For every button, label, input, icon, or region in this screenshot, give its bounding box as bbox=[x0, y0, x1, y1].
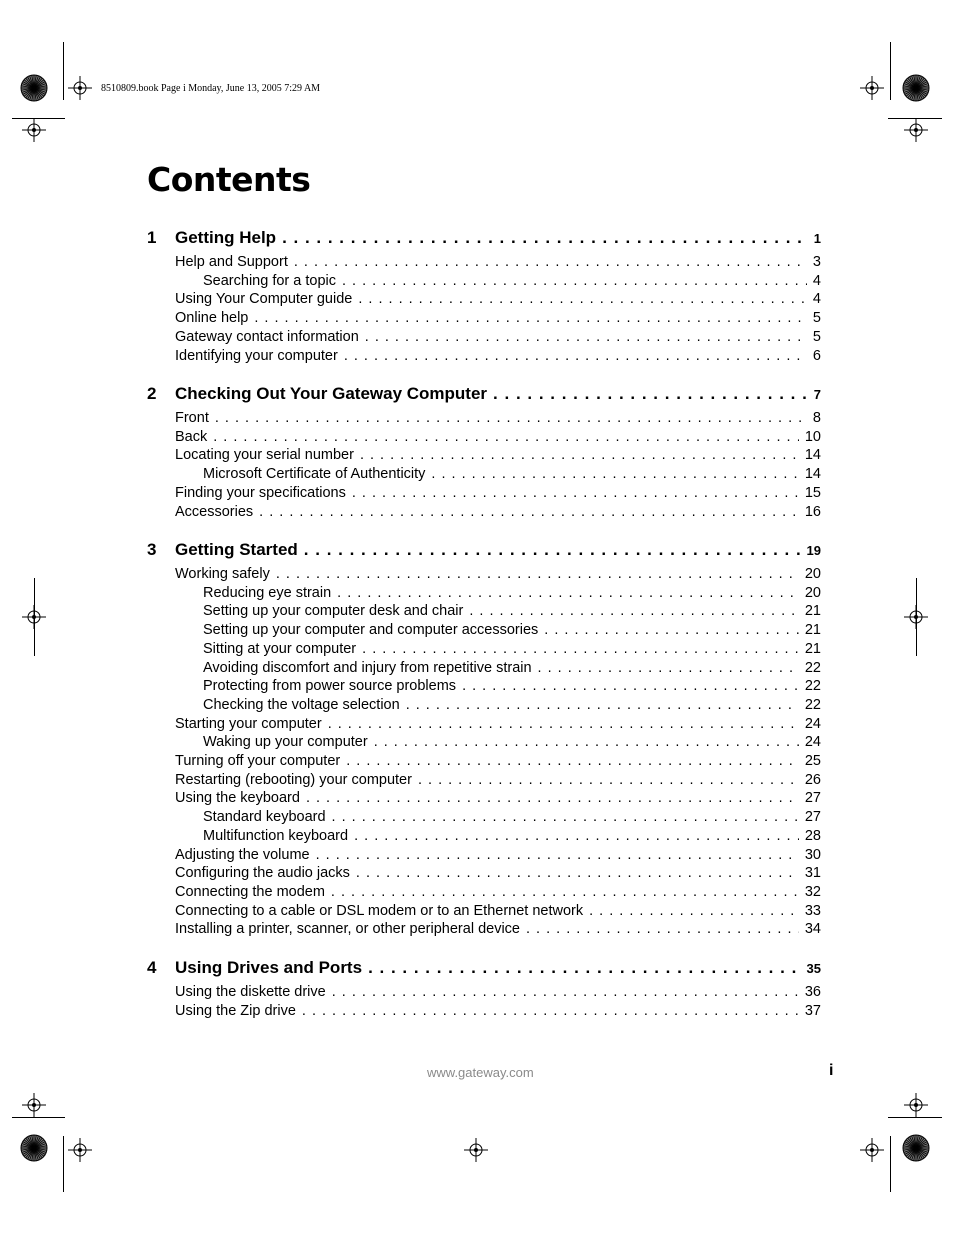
entry-page: 31 bbox=[804, 865, 821, 882]
dot-leader bbox=[254, 310, 807, 326]
entry-title: Using the Zip drive bbox=[175, 1002, 296, 1019]
entry-page: 14 bbox=[804, 447, 821, 464]
toc-entry bbox=[175, 447, 821, 463]
entry-title: Connecting to a cable or DSL modem or to an Ethernet network bbox=[175, 902, 584, 919]
registration-mark-icon bbox=[904, 1093, 928, 1117]
entry-title: Back bbox=[175, 428, 208, 445]
entry-title: Waking up your computer bbox=[203, 734, 368, 751]
chapter-heading bbox=[147, 384, 821, 404]
dot-leader bbox=[332, 984, 799, 1000]
entry-page: 21 bbox=[804, 622, 821, 639]
toc-entry bbox=[203, 697, 821, 713]
entry-page: 3 bbox=[812, 254, 821, 270]
entry-page: 6 bbox=[812, 347, 821, 364]
entry-title: Starting your computer bbox=[175, 715, 322, 732]
toc-entry bbox=[175, 310, 821, 326]
entry-title: Standard keyboard bbox=[203, 809, 326, 826]
crop-line bbox=[888, 118, 942, 119]
entry-page: 25 bbox=[804, 753, 821, 769]
toc-entry bbox=[203, 678, 821, 694]
entry-page: 10 bbox=[804, 428, 821, 445]
dot-leader bbox=[469, 603, 799, 619]
dot-leader bbox=[276, 566, 799, 582]
entry-title: Checking the voltage selection bbox=[203, 696, 400, 713]
registration-mark-icon bbox=[68, 76, 92, 100]
toc-entry bbox=[175, 429, 821, 445]
chapter-title: Using Drives and Ports bbox=[175, 958, 363, 977]
dot-leader bbox=[544, 622, 799, 638]
chapter-heading bbox=[147, 228, 821, 248]
entry-page: 5 bbox=[812, 310, 821, 327]
dot-leader bbox=[316, 847, 799, 863]
crop-line bbox=[63, 1136, 64, 1192]
crop-line bbox=[916, 578, 917, 656]
chapter-number: 2 bbox=[147, 384, 157, 403]
entry-title: Gateway contact information bbox=[175, 328, 359, 345]
entry-title: Protecting from power source problems bbox=[203, 678, 457, 695]
entry-page: 28 bbox=[804, 827, 821, 844]
entry-page: 22 bbox=[804, 659, 821, 676]
dot-leader bbox=[331, 884, 799, 900]
entry-page: 34 bbox=[804, 921, 821, 938]
entry-title: Working safely bbox=[175, 566, 270, 582]
entry-page: 36 bbox=[804, 984, 821, 1000]
crop-line bbox=[890, 1136, 891, 1192]
entry-page: 33 bbox=[804, 902, 821, 919]
entry-title: Installing a printer, scanner, or other peripheral device bbox=[175, 921, 520, 938]
toc-entry bbox=[175, 753, 821, 769]
toc-entry bbox=[203, 641, 821, 657]
dot-leader bbox=[213, 429, 799, 445]
entry-page: 14 bbox=[804, 466, 821, 483]
entry-title: Setting up your computer desk and chair bbox=[203, 603, 464, 620]
registration-mark-icon bbox=[860, 1138, 884, 1162]
entry-page: 27 bbox=[804, 809, 821, 826]
chapter-number: 4 bbox=[147, 958, 157, 977]
toc-entry bbox=[203, 603, 821, 619]
toc-entry bbox=[175, 485, 821, 501]
entry-page: 20 bbox=[804, 584, 821, 601]
toc-entry bbox=[203, 828, 821, 844]
toc-entry bbox=[203, 660, 821, 676]
toc-entry bbox=[203, 734, 821, 750]
entry-page: 4 bbox=[812, 291, 821, 308]
entry-title: Configuring the audio jacks bbox=[175, 865, 350, 882]
toc-entry bbox=[175, 847, 821, 863]
toc-entry bbox=[175, 790, 821, 806]
dot-leader bbox=[358, 291, 807, 307]
entry-title: Using Your Computer guide bbox=[175, 291, 353, 308]
chapter-heading bbox=[147, 958, 821, 978]
dot-leader bbox=[294, 254, 807, 270]
dot-leader bbox=[493, 384, 808, 404]
entry-page: 8 bbox=[812, 410, 821, 426]
dot-leader bbox=[302, 1003, 799, 1019]
entry-page: 20 bbox=[804, 566, 821, 582]
dot-leader bbox=[259, 504, 799, 520]
chapter-title: Checking Out Your Gateway Computer bbox=[175, 384, 488, 403]
dot-leader bbox=[354, 828, 799, 844]
dot-leader bbox=[431, 466, 798, 482]
entry-title: Online help bbox=[175, 310, 249, 327]
toc-entry bbox=[203, 809, 821, 825]
entry-title: Locating your serial number bbox=[175, 447, 354, 464]
footer-page-number: i bbox=[829, 1062, 834, 1079]
entry-page: 4 bbox=[812, 272, 821, 289]
toc-entry bbox=[175, 716, 821, 732]
chapter-title: Getting Help bbox=[175, 228, 277, 247]
starburst-icon bbox=[20, 1134, 48, 1162]
crop-line bbox=[890, 42, 891, 100]
entry-page: 15 bbox=[804, 484, 821, 501]
entry-title: Sitting at your computer bbox=[203, 640, 357, 657]
toc-entry bbox=[175, 865, 821, 881]
entry-page: 22 bbox=[804, 678, 821, 695]
entry-title: Restarting (rebooting) your computer bbox=[175, 771, 412, 788]
toc-entry bbox=[175, 566, 821, 582]
toc-entry bbox=[203, 585, 821, 601]
entry-title: Connecting the modem bbox=[175, 883, 325, 900]
entry-page: 22 bbox=[804, 696, 821, 713]
toc-entry bbox=[175, 984, 821, 1000]
entry-title: Microsoft Certificate of Authenticity bbox=[203, 466, 426, 483]
toc-entry bbox=[175, 1003, 821, 1019]
entry-title: Avoiding discomfort and injury from repetitive strain bbox=[203, 659, 532, 676]
toc-entry bbox=[175, 291, 821, 307]
toc-entry bbox=[175, 504, 821, 520]
entry-title: Multifunction keyboard bbox=[203, 827, 349, 844]
entry-page: 16 bbox=[804, 503, 821, 520]
dot-leader bbox=[589, 903, 799, 919]
registration-mark-icon bbox=[22, 1093, 46, 1117]
entry-page: 21 bbox=[804, 640, 821, 657]
chapter-title: Getting Started bbox=[175, 540, 298, 559]
dot-leader bbox=[282, 228, 808, 248]
entry-title: Adjusting the volume bbox=[175, 846, 310, 863]
dot-leader bbox=[342, 273, 807, 289]
dot-leader bbox=[418, 772, 799, 788]
dot-leader bbox=[365, 329, 807, 345]
chapter-page: 19 bbox=[806, 543, 821, 558]
toc-entry bbox=[175, 254, 821, 270]
toc-entry bbox=[175, 903, 821, 919]
entry-page: 30 bbox=[804, 846, 821, 863]
entry-title: Accessories bbox=[175, 503, 254, 520]
registration-mark-icon bbox=[68, 1138, 92, 1162]
dot-leader bbox=[538, 660, 799, 676]
entry-title: Finding your specifications bbox=[175, 484, 346, 501]
dot-leader bbox=[328, 716, 799, 732]
entry-title: Front bbox=[175, 410, 209, 426]
print-slug: 8510809.book Page i Monday, June 13, 2005 7:29 AM bbox=[101, 83, 321, 94]
dot-leader bbox=[215, 410, 807, 426]
starburst-icon bbox=[902, 1134, 930, 1162]
crop-line bbox=[12, 1117, 65, 1118]
dot-leader bbox=[526, 921, 799, 937]
dot-leader bbox=[346, 753, 799, 769]
crop-line bbox=[888, 1117, 942, 1118]
dot-leader bbox=[374, 734, 799, 750]
dot-leader bbox=[344, 348, 807, 364]
entry-title: Identifying your computer bbox=[175, 347, 338, 364]
registration-mark-icon bbox=[22, 118, 46, 142]
entry-page: 32 bbox=[804, 883, 821, 900]
entry-page: 37 bbox=[804, 1002, 821, 1019]
entry-title: Using the keyboard bbox=[175, 790, 300, 807]
toc-entry bbox=[175, 884, 821, 900]
chapter-heading bbox=[147, 540, 821, 560]
crop-line bbox=[63, 42, 64, 100]
chapter-page: 1 bbox=[813, 231, 821, 246]
toc-entry bbox=[175, 348, 821, 364]
starburst-icon bbox=[20, 74, 48, 102]
dot-leader bbox=[462, 678, 799, 694]
entry-page: 21 bbox=[804, 603, 821, 620]
dot-leader bbox=[304, 540, 801, 560]
toc-entry bbox=[203, 466, 821, 482]
page-title: Contents bbox=[147, 160, 311, 199]
entry-page: 24 bbox=[804, 715, 821, 732]
dot-leader bbox=[332, 809, 799, 825]
entry-title: Reducing eye strain bbox=[203, 584, 332, 601]
entry-title: Using the diskette drive bbox=[175, 984, 326, 1000]
dot-leader bbox=[337, 585, 799, 601]
entry-title: Help and Support bbox=[175, 254, 288, 270]
dot-leader bbox=[356, 865, 799, 881]
registration-mark-icon bbox=[464, 1138, 488, 1162]
chapter-page: 7 bbox=[813, 387, 821, 402]
entry-title: Setting up your computer and computer accessories bbox=[203, 622, 539, 639]
dot-leader bbox=[306, 790, 799, 806]
toc-entry bbox=[175, 921, 821, 937]
toc-entry bbox=[203, 622, 821, 638]
chapter-number: 1 bbox=[147, 228, 157, 247]
dot-leader bbox=[368, 958, 800, 978]
toc-entry bbox=[203, 273, 821, 289]
entry-page: 27 bbox=[804, 790, 821, 807]
toc-entry bbox=[175, 410, 821, 426]
chapter-number: 3 bbox=[147, 540, 157, 559]
registration-mark-icon bbox=[904, 118, 928, 142]
starburst-icon bbox=[902, 74, 930, 102]
entry-page: 24 bbox=[804, 734, 821, 751]
crop-line bbox=[12, 118, 65, 119]
dot-leader bbox=[352, 485, 799, 501]
entry-page: 5 bbox=[812, 328, 821, 345]
toc-entry bbox=[175, 329, 821, 345]
entry-page: 26 bbox=[804, 771, 821, 788]
dot-leader bbox=[362, 641, 799, 657]
registration-mark-icon bbox=[860, 76, 884, 100]
footer-url: www.gateway.com bbox=[427, 1065, 534, 1080]
crop-line bbox=[34, 578, 35, 656]
entry-title: Turning off your computer bbox=[175, 753, 341, 769]
dot-leader bbox=[406, 697, 799, 713]
dot-leader bbox=[360, 447, 799, 463]
chapter-page: 35 bbox=[806, 961, 821, 976]
toc-entry bbox=[175, 772, 821, 788]
entry-title: Searching for a topic bbox=[203, 272, 336, 289]
